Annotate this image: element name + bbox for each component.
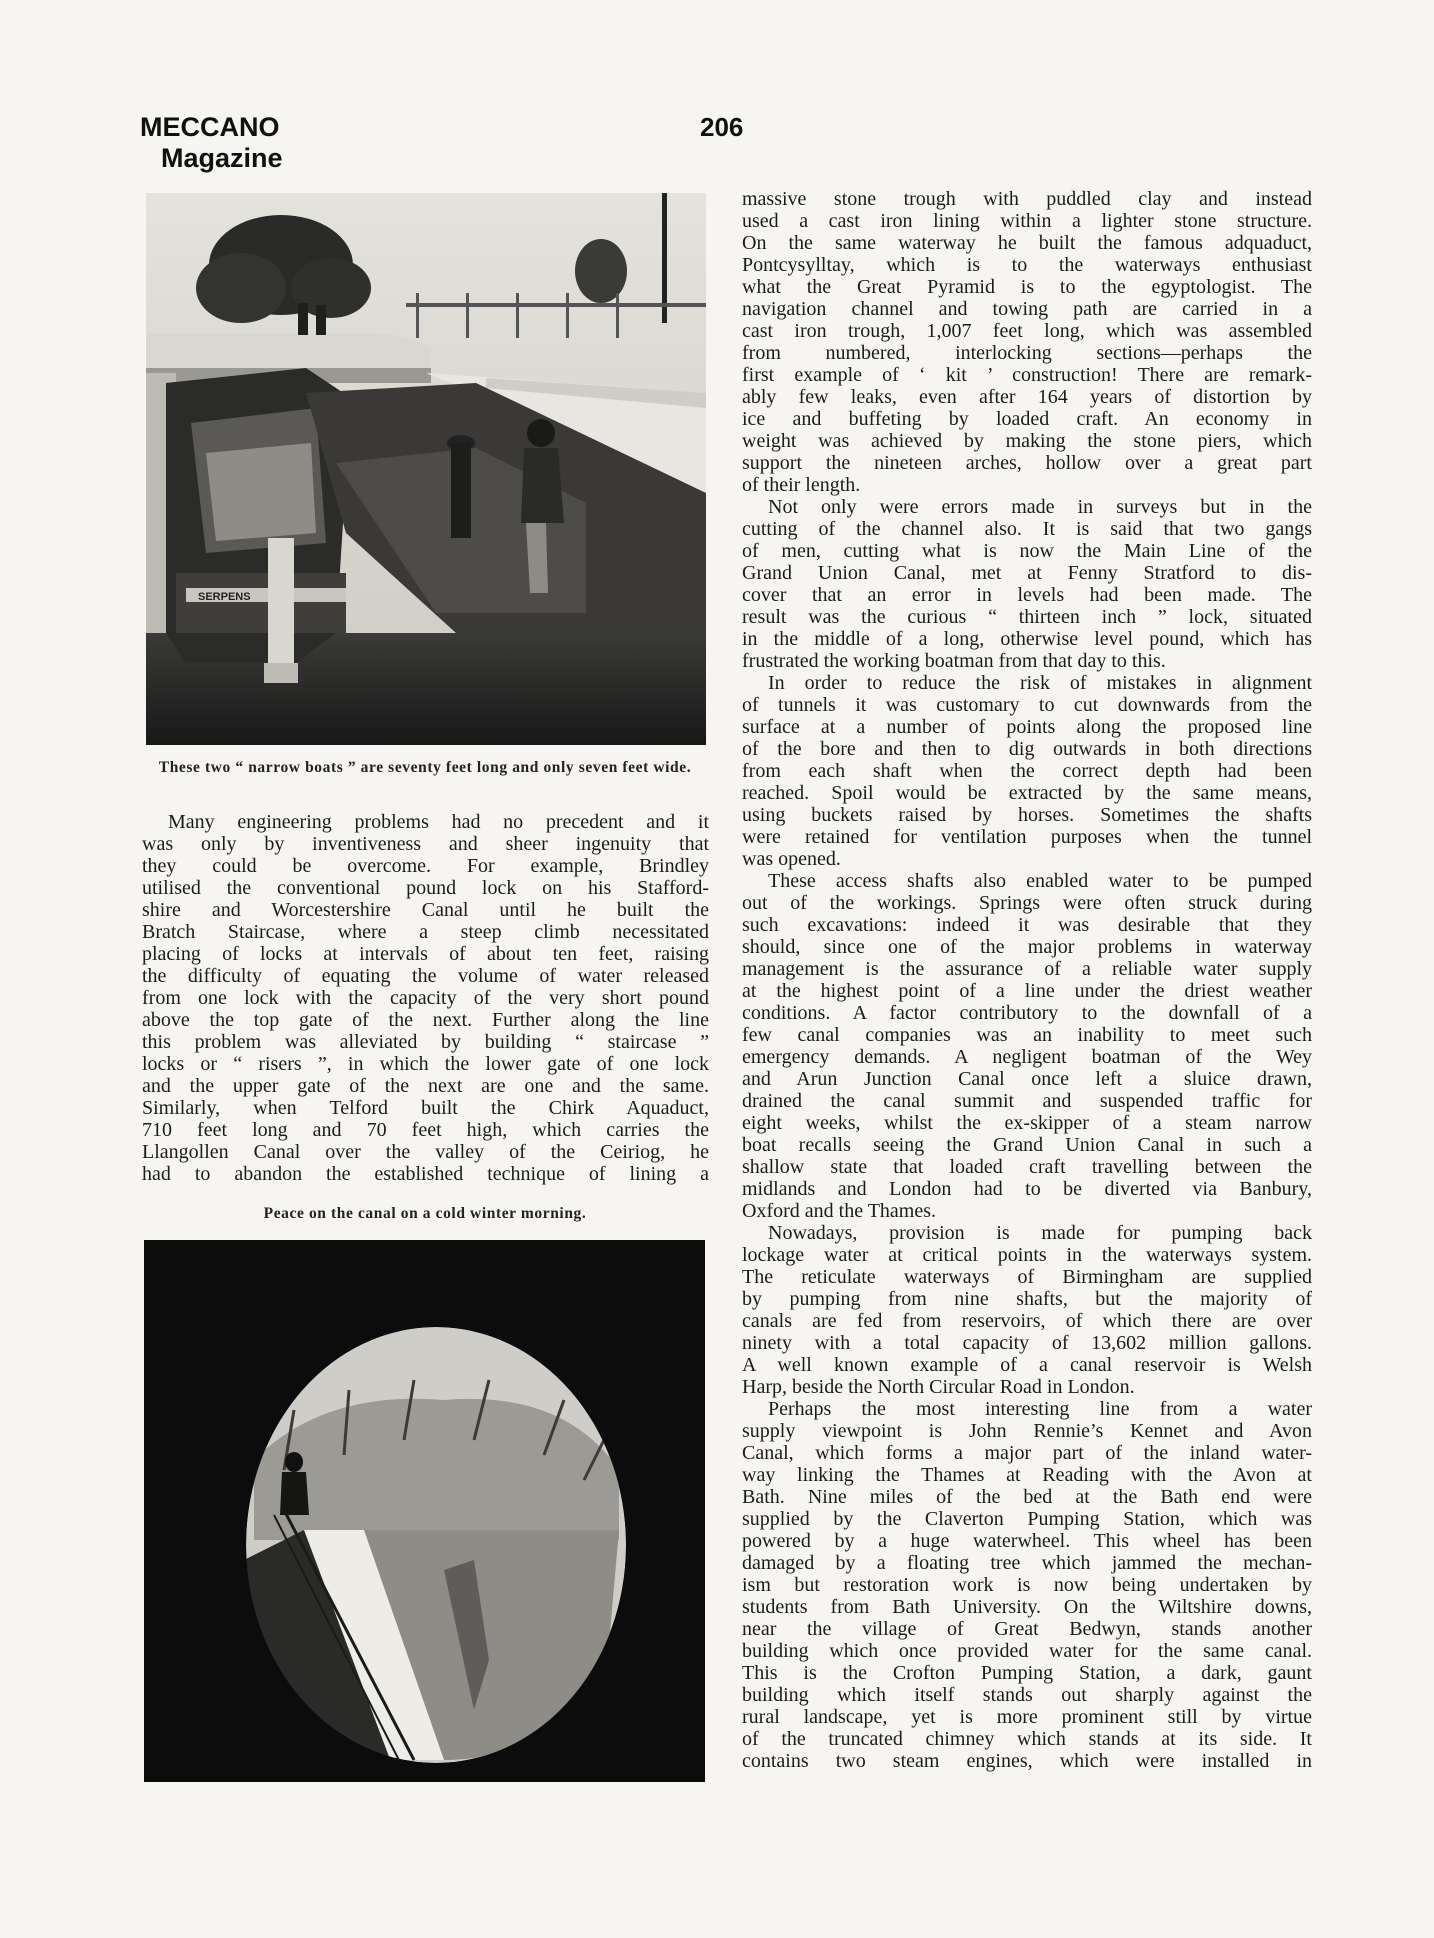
narrow-boats-caption: These two “ narrow boats ” are seventy feet long and only seven feet wide.	[158, 759, 692, 776]
text-line: of tunnels it was customary to cut downwards from the	[742, 694, 1312, 716]
text-line: the difficulty of equating the volume of water released	[142, 965, 709, 987]
text-line: eight weeks, whilst the ex-skipper of a steam narrow	[742, 1112, 1312, 1134]
text-line: was only by inventiveness and sheer ingenuity that	[142, 833, 709, 855]
text-line: using buckets raised by horses. Sometimes the shafts	[742, 804, 1312, 826]
boat-name-label: SERPENS	[198, 591, 251, 603]
text-line: of the bore and then to dig outwards in both directions	[742, 738, 1312, 760]
text-line: Many engineering problems had no precedent and it	[168, 811, 709, 833]
text-line: Bath. Nine miles of the bed at the Bath end were	[742, 1486, 1312, 1508]
text-line: navigation channel and towing path are carried in a	[742, 298, 1312, 320]
right-text-column	[742, 188, 1312, 1772]
text-line: above the top gate of the next. Further along the line	[142, 1009, 709, 1031]
text-line: had to abandon the established technique of lining a	[142, 1163, 709, 1185]
text-line: building which once provided water for the same canal.	[742, 1640, 1312, 1662]
text-line: powered by a huge waterwheel. This wheel has been	[742, 1530, 1312, 1552]
text-line: supply viewpoint is John Rennie’s Kennet and Avon	[742, 1420, 1312, 1442]
text-line: Similarly, when Telford built the Chirk Aquaduct,	[142, 1097, 709, 1119]
text-line: Pontcysylltay, which is to the waterways enthusiast	[742, 254, 1312, 276]
text-line: was opened.	[742, 848, 841, 870]
text-line: Perhaps the most interesting line from a water	[768, 1398, 1312, 1420]
text-line: of their length.	[742, 474, 861, 496]
text-line: management is the assurance of a reliable water supply	[742, 958, 1312, 980]
text-line: used a cast iron lining within a lighter stone structure.	[742, 210, 1312, 232]
text-line: in the middle of a long, otherwise level pound, which has	[742, 628, 1312, 650]
text-line: damaged by a floating tree which jammed the mechan-	[742, 1552, 1312, 1574]
text-line: locks or “ risers ”, in which the lower gate of one lock	[142, 1053, 709, 1075]
canal-tunnel-photo	[144, 1240, 705, 1782]
text-line: cover that an error in levels had been made. The	[742, 584, 1312, 606]
text-line: supplied by the Claverton Pumping Station, which was	[742, 1508, 1312, 1530]
text-line: out of the workings. Springs were often struck during	[742, 892, 1312, 914]
text-line: Nowadays, provision is made for pumping back	[768, 1222, 1312, 1244]
tunnel-caption: Peace on the canal on a cold winter morning.	[263, 1205, 587, 1222]
text-line: what the Great Pyramid is to the egyptologist. The	[742, 276, 1312, 298]
text-line: of men, cutting what is now the Main Line of the	[742, 540, 1312, 562]
text-line: near the village of Great Bedwyn, stands another	[742, 1618, 1312, 1640]
text-line: Bratch Staircase, where a steep climb necessitated	[142, 921, 709, 943]
text-line: from one lock with the capacity of the very short pound	[142, 987, 709, 1009]
text-line: massive stone trough with puddled clay and instead	[742, 188, 1312, 210]
text-line: and the upper gate of the next are one and the same.	[142, 1075, 709, 1097]
text-line: ably few leaks, even after 164 years of distortion by	[742, 386, 1312, 408]
narrow-boats-photo	[146, 193, 706, 745]
text-line: of the truncated chimney which stands at its side. It	[742, 1728, 1312, 1750]
text-line: Canal, which forms a major part of the inland water-	[742, 1442, 1312, 1464]
text-line: from numbered, interlocking sections—perhaps the	[742, 342, 1312, 364]
text-line: rural landscape, yet is more prominent still by virtue	[742, 1706, 1312, 1728]
text-line: contains two steam engines, which were installed in	[742, 1750, 1312, 1772]
text-line: utilised the conventional pound lock on his Stafford-	[142, 877, 709, 899]
text-line: result was the curious “ thirteen inch ” lock, situated	[742, 606, 1312, 628]
text-line: These access shafts also enabled water to be pumped	[768, 870, 1312, 892]
text-line: boat recalls seeing the Grand Union Canal in such a	[742, 1134, 1312, 1156]
text-line: reached. Spoil would be extracted by the same means,	[742, 782, 1312, 804]
text-line: such excavations: indeed it was desirable that they	[742, 914, 1312, 936]
text-line: Harp, beside the North Circular Road in London.	[742, 1376, 1135, 1398]
text-line: Oxford and the Thames.	[742, 1200, 937, 1222]
text-line: building which itself stands out sharply against the	[742, 1684, 1312, 1706]
text-line: weight was achieved by making the stone piers, which	[742, 430, 1312, 452]
text-line: few canal companies was an inability to meet such	[742, 1024, 1312, 1046]
text-line: this problem was alleviated by building “ staircase ”	[142, 1031, 709, 1053]
text-line: ninety with a total capacity of 13,602 million gallons.	[742, 1332, 1312, 1354]
text-line: cast iron trough, 1,007 feet long, which was assembled	[742, 320, 1312, 342]
magazine-masthead	[140, 112, 283, 174]
text-line: lockage water at critical points in the waterways system.	[742, 1244, 1312, 1266]
text-line: conditions. A factor contributory to the downfall of a	[742, 1002, 1312, 1024]
masthead-line-2: Magazine	[161, 143, 283, 173]
text-line: at the highest point of a line under the driest weather	[742, 980, 1312, 1002]
text-line: they could be overcome. For example, Brindley	[142, 855, 709, 877]
text-line: cutting of the channel also. It is said that two gangs	[742, 518, 1312, 540]
text-line: ism but restoration work is now being undertaken by	[742, 1574, 1312, 1596]
text-line: by pumping from nine shafts, but the majority of	[742, 1288, 1312, 1310]
text-line: surface at a number of points along the proposed line	[742, 716, 1312, 738]
text-line: Llangollen Canal over the valley of the Ceiriog, he	[142, 1141, 709, 1163]
text-line: Grand Union Canal, met at Fenny Stratford to dis-	[742, 562, 1312, 584]
text-line: ice and buffeting by loaded craft. An economy in	[742, 408, 1312, 430]
text-line: way linking the Thames at Reading with the Avon at	[742, 1464, 1312, 1486]
text-line: This is the Crofton Pumping Station, a dark, gaunt	[742, 1662, 1312, 1684]
text-line: placing of locks at intervals of about ten feet, raising	[142, 943, 709, 965]
text-line: midlands and London had to be diverted via Banbury,	[742, 1178, 1312, 1200]
text-line: canals are fed from reservoirs, of which there are over	[742, 1310, 1312, 1332]
text-line: first example of ‘ kit ’ construction! There are remark-	[742, 364, 1312, 386]
text-line: The reticulate waterways of Birmingham are supplied	[742, 1266, 1312, 1288]
text-line: frustrated the working boatman from that day to this.	[742, 650, 1166, 672]
text-line: from each shaft when the correct depth had been	[742, 760, 1312, 782]
text-line: shire and Worcestershire Canal until he built the	[142, 899, 709, 921]
text-line: Not only were errors made in surveys but in the	[768, 496, 1312, 518]
text-line: students from Bath University. On the Wiltshire downs,	[742, 1596, 1312, 1618]
text-line: A well known example of a canal reservoir is Welsh	[742, 1354, 1312, 1376]
text-line: should, since one of the major problems in waterway	[742, 936, 1312, 958]
masthead-line-1: MECCANO	[140, 112, 280, 142]
page-number: 206	[700, 112, 744, 142]
text-line: were retained for ventilation purposes when the tunnel	[742, 826, 1312, 848]
text-line: drained the canal summit and suspended traffic for	[742, 1090, 1312, 1112]
text-line: 710 feet long and 70 feet high, which carries the	[142, 1119, 709, 1141]
text-line: emergency demands. A negligent boatman of the Wey	[742, 1046, 1312, 1068]
left-text-column	[142, 811, 709, 1185]
text-line: and Arun Junction Canal once left a sluice drawn,	[742, 1068, 1312, 1090]
text-line: In order to reduce the risk of mistakes in alignment	[768, 672, 1312, 694]
text-line: support the nineteen arches, hollow over a great part	[742, 452, 1312, 474]
text-line: On the same waterway he built the famous adquaduct,	[742, 232, 1312, 254]
text-line: shallow state that loaded craft travelling between the	[742, 1156, 1312, 1178]
